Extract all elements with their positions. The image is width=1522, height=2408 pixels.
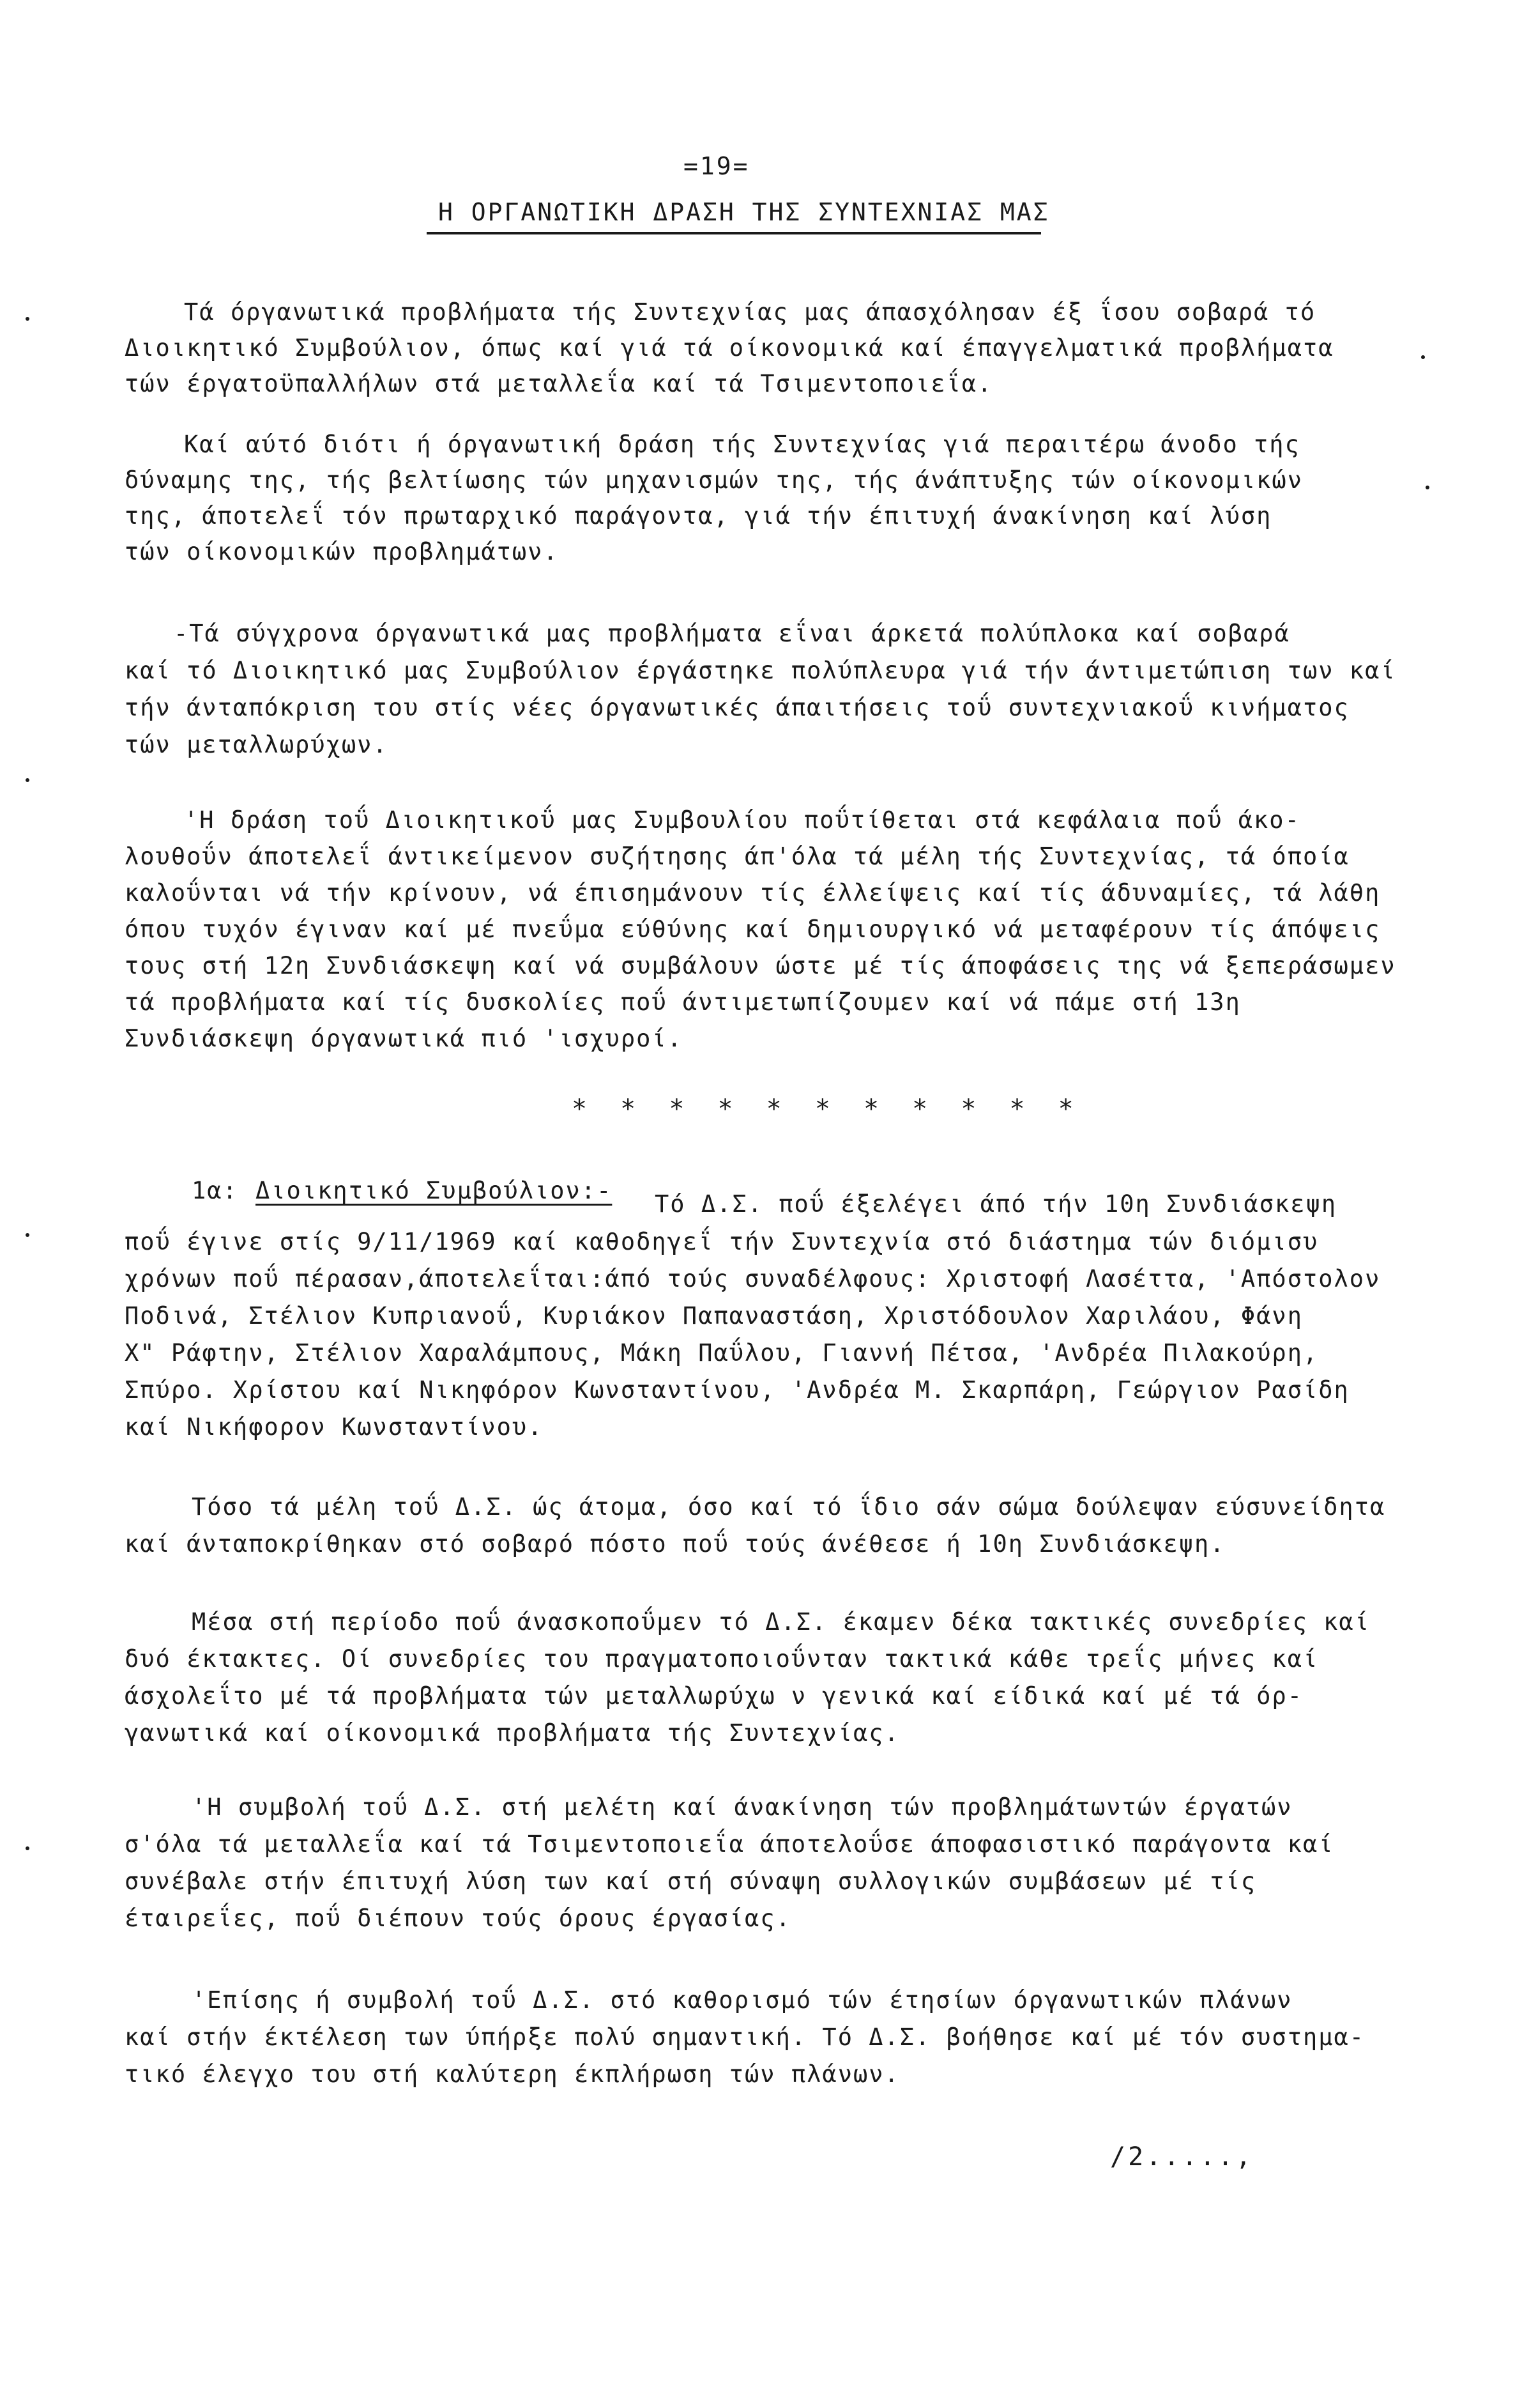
paragraph-5-line-1: Τόσο τά μέλη τοΰ Δ.Σ. ώς άτομα, όσο καί τό ΐδιο σάν σώμα δούλεψαν εύσυνείδητα [192,1493,1386,1521]
scan-speck [26,1846,29,1850]
paragraph-7-line-3: συνέβαλε στήν έπιτυχή λύση των καί στή σύναψη συλλογικών συμβάσεων μέ τίς [125,1867,1257,1895]
paragraph-1-line-2: Διοικητικό Συμβούλιον, όπως καί γιά τά οίκονομικά καί έπαγγελματικά προβλήματα [125,334,1334,362]
paragraph-5-line-2: καί άνταποκρίθηκαν στό σοβαρό πόστο ποΰ τούς άνέθεσε ή 10η Συνδιάσκεψη. [125,1530,1226,1558]
scan-speck [26,778,29,782]
paragraph-8-line-2: καί στήν έκτέλεση των ύπήρξε πολύ σημαντική. Τό Δ.Σ. βοήθησε καί μέ τόν συστημα- [125,2023,1366,2051]
section-1-line-1: ποΰ έγινε στίς 9/11/1969 καί καθοδηγεΐ τήν Συντεχνία στό διάστημα τών διόμισυ [125,1228,1319,1255]
section-1-line-4: Χ" Ράφτην, Στέλιον Χαραλάμπους, Μάκη Παΰλου, Γιαννή Πέτσα, 'Ανδρέα Πιλακούρη, [125,1339,1319,1367]
paragraph-2-line-1: Καί αύτό διότι ή όργανωτική δράση τής Συντεχνίας γιά περαιτέρω άνοδο τής [184,431,1300,458]
section-1-line-2: χρόνων ποΰ πέρασαν,άποτελεΐται:άπό τούς συναδέλφους: Χριστοφή Λασέττα, 'Απόστολον [125,1265,1381,1292]
paragraph-6-line-1: Μέσα στή περίοδο ποΰ άνασκοποΰμεν τό Δ.Σ. έκαμεν δέκα τακτικές συνεδρίες καί [192,1608,1370,1636]
paragraph-4-line-2: λουθοΰν άποτελεΐ άντικείμενον συζήτησης άπ'όλα τά μέλη τής Συντεχνίας, τά όποία [125,843,1350,870]
paragraph-4-line-3: καλοΰνται νά τήν κρίνουν, νά έπισημάνουν τίς έλλείψεις καί τίς άδυναμίες, τά λάθη [125,879,1381,907]
scan-speck [1426,486,1429,489]
section-1-line-5: Σπύρο. Χρίστου καί Νικηφόρον Κωνσταντίνου, 'Ανδρέα Μ. Σκαρπάρη, Γεώργιον Ρασίδη [125,1376,1350,1404]
paragraph-6-line-3: άσχολεΐτο μέ τά προβλήματα τών μεταλλωρύχω ν γενικά καί είδικά καί μέ τά όρ- [125,1682,1303,1710]
paragraph-4-line-4: όπου τυχόν έγιναν καί μέ πνεΰμα εύθύνης καί δημιουργικό νά μεταφέρουν τίς άπόψεις [125,916,1381,943]
scan-speck [1421,355,1425,359]
paragraph-7-line-4: έταιρεΐες, ποΰ διέπουν τούς όρους έργασίας. [125,1905,791,1932]
paragraph-4-line-6: τά προβλήματα καί τίς δυσκολίες ποΰ άντιμετωπίζουμεν καί νά πάμε στή 13η [125,988,1241,1016]
paragraph-6-line-4: γανωτικά καί οίκονομικά προβλήματα τής Συντεχνίας. [125,1719,900,1747]
paragraph-7-line-2: σ'όλα τά μεταλλεΐα καί τά Τσιμεντοποιεΐα άποτελοΰσε άποφασιστικό παράγοντα καί [125,1830,1334,1858]
paragraph-7-line-1: 'Η συμβολή τοΰ Δ.Σ. στή μελέτη καί άνακίνηση τών προβλημάτωντών έργατών [192,1793,1293,1821]
paragraph-4-line-7: Συνδιάσκεψη όργανωτικά πιό 'ισχυροί. [125,1025,683,1052]
paragraph-1-line-3: τών έργατοϋπαλλήλων στά μεταλλεΐα καί τά Τσιμεντοποιεΐα. [125,370,993,397]
paragraph-3-line-2: καί τό Διοικητικό μας Συμβούλιον έργάστηκε πολύπλευρα γιά τήν άντιμετώπιση των καί [125,657,1396,684]
section-separator: * * * * * * * * * * * [572,1094,1083,1124]
section-1-line-6: καί Νικήφορον Κωνσταντίνου. [125,1413,544,1441]
paragraph-2-line-2: δύναμης της, τής βελτίωσης τών μηχανισμών της, τής άνάπτυξης τών οίκονομικών [125,466,1303,494]
paragraph-3-line-3: τήν άνταπόκριση του στίς νέες όργανωτικές άπαιτήσεις τοΰ συντεχνιακοΰ κινήματος [125,694,1350,721]
title-underline [427,232,1041,234]
paragraph-4-line-5: τους στή 12η Συνδιάσκεψη καί νά συμβάλουν ώστε μέ τίς άποφάσεις της νά ξεπεράσωμεν [125,952,1396,979]
scan-speck [26,317,29,321]
paragraph-8-line-1: 'Επίσης ή συμβολή τοΰ Δ.Σ. στό καθορισμό τών έτησίων όργανωτικών πλάνων [192,1986,1293,2014]
paragraph-4-line-1: 'Η δράση τοΰ Διοικητικοΰ μας Συμβουλίου ποΰτίθεται στά κεφάλαια ποΰ άκο- [184,806,1300,834]
section-1-line-3: Ποδινά, Στέλιον Κυπριανοΰ, Κυριάκον Παπαναστάση, Χριστόδουλον Χαριλάου, Φάνη [125,1302,1303,1330]
paragraph-6-line-2: δυό έκτακτες. Οί συνεδρίες του πραγματοποιοΰνταν τακτικά κάθε τρεΐς μήνες καί [125,1645,1319,1673]
paragraph-3-line-1: -Τά σύγχρονα όργανωτικά μας προβλήματα εΐναι άρκετά πολύπλοκα καί σοβαρά [174,620,1290,647]
scan-speck [26,1233,29,1237]
paragraph-2-line-4: τών οίκονομικών προβλημάτων. [125,538,559,565]
page-number: =19= [683,152,750,180]
page-title: Η ΟΡΓΑΝΩΤΙΚΗ ΔΡΑΣΗ ΤΗΣ ΣΥΝΤΕΧΝΙΑΣ ΜΑΣ [438,198,1050,226]
section-1-number: 1α: [192,1177,238,1204]
continuation-marker: /2....., [1110,2142,1254,2172]
paragraph-2-line-3: της, άποτελεΐ τόν πρωταρχικό παράγοντα, γιά τήν έπιτυχή άνακίνηση καί λύση [125,502,1272,530]
section-1-heading: Διοικητικό Συμβούλιον:- [255,1177,613,1204]
paragraph-3-line-4: τών μεταλλωρύχων. [125,731,388,758]
paragraph-1-line-1: Τά όργανωτικά προβλήματα τής Συντεχνίας μας άπασχόλησαν έξ ΐσου σοβαρά τό [184,298,1316,326]
section-1-first-line: Τό Δ.Σ. ποΰ έξελέγει άπό τήν 10η Συνδιάσκεψη [655,1190,1337,1218]
paragraph-8-line-3: τικό έλεγχο του στή καλύτερη έκπλήρωση τών πλάνων. [125,2060,900,2088]
